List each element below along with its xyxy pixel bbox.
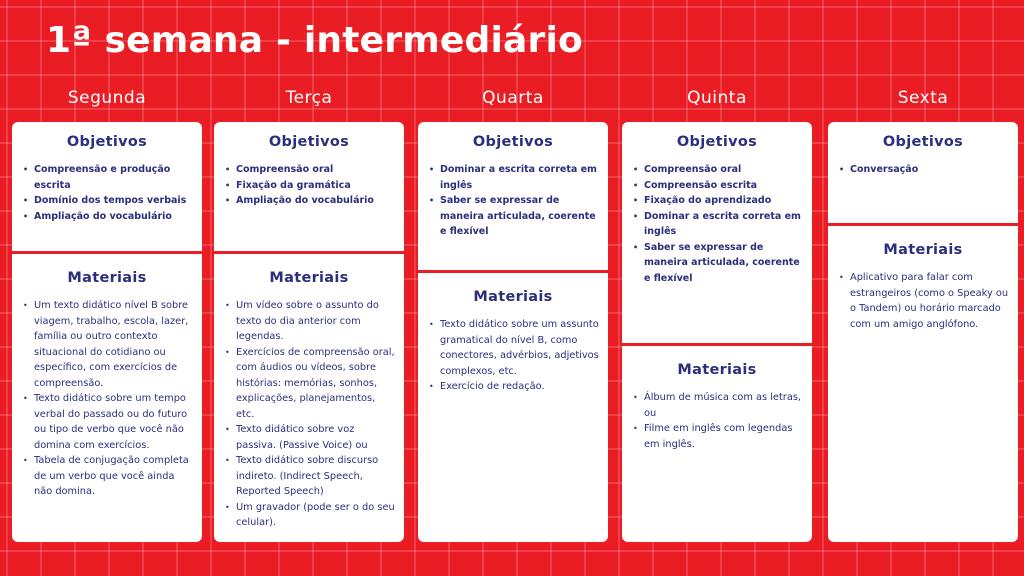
materials-title: Materiais xyxy=(269,270,349,286)
materials-list xyxy=(418,317,608,395)
list-item: • Ampliação do vocabulário xyxy=(34,209,194,225)
list-item: • Fixação do aprendizado xyxy=(644,193,804,209)
objectives-list xyxy=(214,162,404,209)
list-item: • Texto didático sobre discurso indireto. (Indirect Speech, Reported Speech) xyxy=(236,453,396,500)
list-item: • Conversação xyxy=(850,162,1010,178)
day-label-sexta: Sexta xyxy=(897,88,949,108)
day-card-sexta xyxy=(828,122,1018,542)
section-divider xyxy=(214,251,404,254)
list-item: • Texto didático sobre um tempo verbal do passado ou do futuro ou tipo de verbo que você não domina com exercícios. xyxy=(34,391,194,453)
day-card-segunda xyxy=(12,122,202,542)
list-item: • Compreensão oral xyxy=(644,162,804,178)
objectives-section xyxy=(418,134,608,270)
list-item: • Fixação da gramática xyxy=(236,178,396,194)
objectives-list xyxy=(12,162,202,224)
list-item: • Exercícios de compreensão oral, com áudios ou vídeos, sobre histórias: memórias, sonhos, explicações, planejamentos, etc. xyxy=(236,345,396,423)
materials-section xyxy=(418,289,608,395)
list-item: • Saber se expressar de maneira articulada, coerente e flexível xyxy=(440,193,600,240)
list-item: • Exercício de redação. xyxy=(440,379,600,395)
day-label-quarta: Quarta xyxy=(482,88,544,108)
day-card-quarta xyxy=(418,122,608,542)
day-card-quinta xyxy=(622,122,812,542)
materials-section xyxy=(214,270,404,531)
section-divider xyxy=(12,251,202,254)
list-item: • Texto didático sobre um assunto gramatical do nível B, como conectores, advérbios, adjetivos complexos, etc. xyxy=(440,317,600,379)
materials-title: Materiais xyxy=(67,270,147,286)
list-item: • Compreensão e produção escrita xyxy=(34,162,194,193)
list-item: • Aplicativo para falar com estrangeiros (como o Speaky ou o Tandem) ou horário marcado com um amigo anglófono. xyxy=(850,270,1010,332)
list-item: • Dominar a escrita correta em inglês xyxy=(440,162,600,193)
materials-section xyxy=(828,242,1018,332)
day-card-terca xyxy=(214,122,404,542)
day-label-segunda: Segunda xyxy=(67,88,147,108)
materials-list xyxy=(214,298,404,531)
materials-title: Materiais xyxy=(677,362,757,378)
list-item: • Álbum de música com as letras, ou xyxy=(644,390,804,421)
objectives-title: Objetivos xyxy=(472,134,554,150)
section-divider xyxy=(418,270,608,273)
list-item: • Domínio dos tempos verbais xyxy=(34,193,194,209)
section-divider xyxy=(828,223,1018,226)
materials-list xyxy=(828,270,1018,332)
objectives-title: Objetivos xyxy=(268,134,350,150)
objectives-title: Objetivos xyxy=(882,134,964,150)
objectives-section xyxy=(12,134,202,251)
objectives-section xyxy=(828,134,1018,223)
day-label-terca: Terça xyxy=(285,88,333,108)
list-item: • Compreensão oral xyxy=(236,162,396,178)
list-item: • Um texto didático nível B sobre viagem, trabalho, escola, lazer, família ou outro contexto situacional do cotidiano ou específico, com exercícios de compreensão. xyxy=(34,298,194,391)
materials-list xyxy=(12,298,202,500)
list-item: • Compreensão escrita xyxy=(644,178,804,194)
objectives-title: Objetivos xyxy=(66,134,148,150)
list-item: • Saber se expressar de maneira articulada, coerente e flexível xyxy=(644,240,804,287)
objectives-list xyxy=(828,162,1018,178)
list-item: • Um gravador (pode ser o do seu celular). xyxy=(236,500,396,531)
list-item: • Um vídeo sobre o assunto do texto do dia anterior com legendas. xyxy=(236,298,396,345)
objectives-section xyxy=(622,134,812,343)
list-item: • Ampliação do vocabulário xyxy=(236,193,396,209)
materials-section xyxy=(622,362,812,452)
materials-section xyxy=(12,270,202,500)
day-label-quinta: Quinta xyxy=(687,88,747,108)
list-item: • Dominar a escrita correta em inglês xyxy=(644,209,804,240)
objectives-title: Objetivos xyxy=(676,134,758,150)
objectives-list xyxy=(418,162,608,240)
list-item: • Tabela de conjugação completa de um verbo que você ainda não domina. xyxy=(34,453,194,500)
list-item: • Filme em inglês com legendas em inglês. xyxy=(644,421,804,452)
objectives-list xyxy=(622,162,812,286)
section-divider xyxy=(622,343,812,346)
materials-title: Materiais xyxy=(883,242,963,258)
list-item: • Texto didático sobre voz passiva. (Passive Voice) ou xyxy=(236,422,396,453)
objectives-section xyxy=(214,134,404,251)
page-title: 1ª semana - intermediário xyxy=(46,20,583,61)
materials-list xyxy=(622,390,812,452)
materials-title: Materiais xyxy=(473,289,553,305)
